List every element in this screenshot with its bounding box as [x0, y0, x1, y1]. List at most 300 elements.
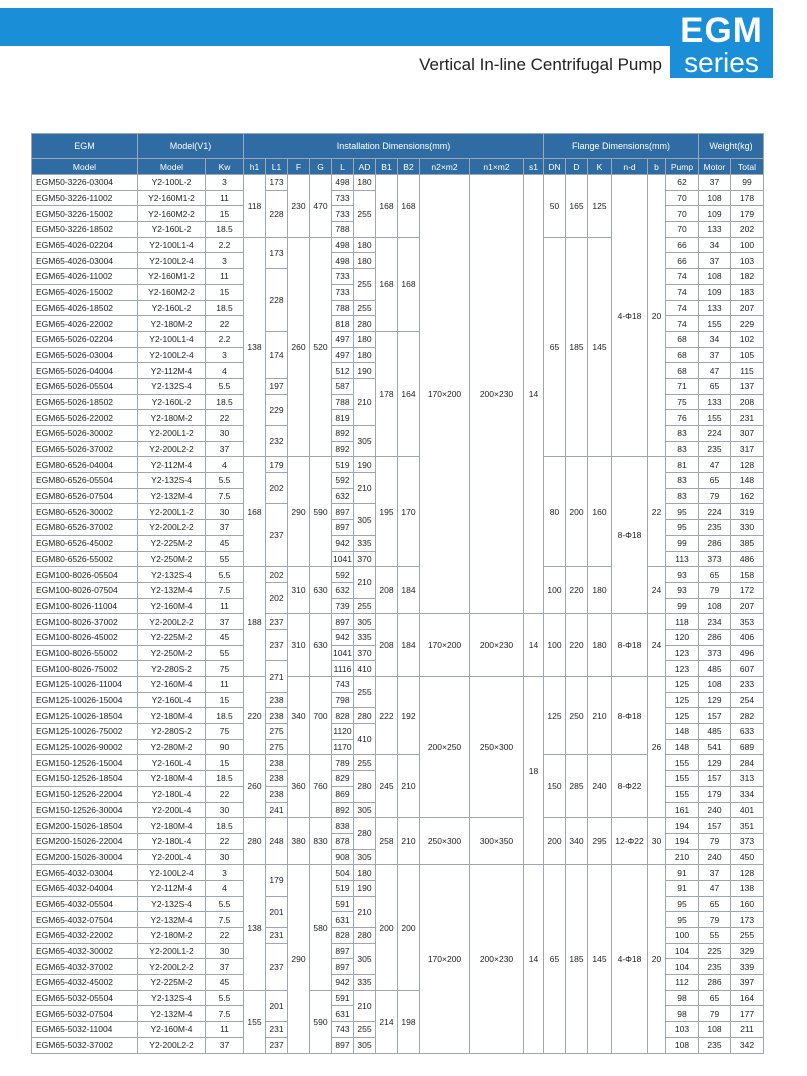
cell-motor-model: Y2-180L-4 — [138, 786, 206, 802]
cell-motor-model: Y2-200L2-2 — [138, 959, 206, 975]
cell-b1: 178 — [376, 331, 398, 457]
cell-motor-weight: 157 — [699, 818, 731, 834]
cell-total-weight: 160 — [731, 896, 764, 912]
cell-motor-weight: 65 — [699, 567, 731, 583]
cell-kw: 5.5 — [206, 567, 244, 583]
cell-nd: 12-Φ22 — [612, 818, 648, 865]
cell-l: 1041 — [332, 551, 354, 567]
cell-motor-model: Y2-160L-2 — [138, 222, 206, 238]
cell-motor-model: Y2-160M-4 — [138, 1022, 206, 1038]
cell-kw: 5.5 — [206, 473, 244, 489]
cell-kw: 3 — [206, 347, 244, 363]
cell-b2: 184 — [398, 567, 420, 614]
cell-motor-weight: 373 — [699, 645, 731, 661]
cell-model: EGM125-10026-18504 — [32, 708, 138, 724]
cell-s1: 14 — [524, 614, 544, 677]
cell-motor-weight: 108 — [699, 1022, 731, 1038]
cell-k: 125 — [588, 175, 612, 238]
header-band — [0, 8, 670, 46]
cell-motor-model: Y2-100L2-4 — [138, 347, 206, 363]
cell-total-weight: 450 — [731, 849, 764, 865]
cell-l1: 228 — [266, 190, 288, 237]
cell-motor-weight: 47 — [699, 363, 731, 379]
cell-total-weight: 342 — [731, 1037, 764, 1053]
cell-l: 828 — [332, 708, 354, 724]
cell-kw: 45 — [206, 629, 244, 645]
cell-g: 470 — [310, 175, 332, 238]
cell-f: 260 — [288, 237, 310, 457]
cell-total-weight: 128 — [731, 457, 764, 473]
cell-motor-model: Y2-132S-4 — [138, 990, 206, 1006]
table-row — [32, 818, 764, 834]
cell-l1: 237 — [266, 1037, 288, 1053]
cell-motor-model: Y2-112M-4 — [138, 363, 206, 379]
table-row — [32, 175, 764, 191]
cell-motor-model: Y2-200L-4 — [138, 802, 206, 818]
cell-pump-weight: 83 — [666, 441, 699, 457]
cell-b1: 208 — [376, 567, 398, 614]
cell-pump-weight: 81 — [666, 457, 699, 473]
cell-model: EGM65-4032-07504 — [32, 912, 138, 928]
cell-model: EGM80-6526-07504 — [32, 488, 138, 504]
cell-kw: 22 — [206, 833, 244, 849]
cell-pump-weight: 91 — [666, 865, 699, 881]
cell-total-weight: 177 — [731, 1006, 764, 1022]
cell-l: 789 — [332, 755, 354, 771]
cell-kw: 18.5 — [206, 818, 244, 834]
cell-ad: 305 — [354, 504, 376, 535]
cell-l1: 237 — [266, 504, 288, 567]
cell-l1: 275 — [266, 739, 288, 755]
cell-kw: 22 — [206, 786, 244, 802]
cell-motor-model: Y2-132M-4 — [138, 488, 206, 504]
cell-l1: 237 — [266, 614, 288, 630]
cell-l1: 202 — [266, 473, 288, 504]
column-header-f: F — [288, 159, 310, 175]
cell-total-weight: 284 — [731, 755, 764, 771]
cell-total-weight: 207 — [731, 598, 764, 614]
cell-model: EGM150-12526-15004 — [32, 755, 138, 771]
cell-model: EGM100-8026-55002 — [32, 645, 138, 661]
cell-pump-weight: 99 — [666, 535, 699, 551]
cell-motor-weight: 47 — [699, 880, 731, 896]
cell-kw: 18.5 — [206, 771, 244, 787]
cell-model: EGM65-5026-22002 — [32, 410, 138, 426]
cell-kw: 11 — [206, 1022, 244, 1038]
cell-ad: 210 — [354, 473, 376, 504]
cell-l: 829 — [332, 771, 354, 787]
cell-l: 632 — [332, 582, 354, 598]
cell-motor-weight: 108 — [699, 677, 731, 693]
table-row — [32, 677, 764, 693]
cell-total-weight: 100 — [731, 237, 764, 253]
cell-l1: 238 — [266, 755, 288, 771]
cell-motor-model: Y2-100L1-4 — [138, 331, 206, 347]
cell-d: 200 — [566, 457, 588, 567]
cell-l: 519 — [332, 457, 354, 473]
cell-total-weight: 330 — [731, 520, 764, 536]
cell-pump-weight: 76 — [666, 410, 699, 426]
cell-l1: 241 — [266, 802, 288, 818]
cell-b: 26 — [648, 677, 666, 818]
cell-ad: 190 — [354, 880, 376, 896]
cell-g: 590 — [310, 457, 332, 567]
cell-kw: 3 — [206, 253, 244, 269]
cell-ad: 255 — [354, 269, 376, 300]
column-header-nd: n-d — [612, 159, 648, 175]
cell-kw: 18.5 — [206, 222, 244, 238]
cell-b: 20 — [648, 175, 666, 457]
cell-model: EGM50-3226-03004 — [32, 175, 138, 191]
cell-l: 838 — [332, 818, 354, 834]
cell-pump-weight: 100 — [666, 928, 699, 944]
cell-total-weight: 105 — [731, 347, 764, 363]
column-header-model: Model — [32, 159, 138, 175]
cell-pump-weight: 125 — [666, 692, 699, 708]
cell-l: 631 — [332, 912, 354, 928]
cell-motor-model: Y2-250M-2 — [138, 551, 206, 567]
cell-h1: 138 — [244, 237, 266, 457]
cell-model: EGM65-4032-45002 — [32, 975, 138, 991]
cell-l: 819 — [332, 410, 354, 426]
cell-model: EGM50-3226-18502 — [32, 222, 138, 238]
cell-motor-weight: 541 — [699, 739, 731, 755]
cell-pump-weight: 113 — [666, 551, 699, 567]
cell-model: EGM65-4032-04004 — [32, 880, 138, 896]
cell-kw: 90 — [206, 739, 244, 755]
cell-pump-weight: 95 — [666, 912, 699, 928]
cell-motor-model: Y2-100L2-4 — [138, 865, 206, 881]
cell-motor-model: Y2-225M-2 — [138, 629, 206, 645]
cell-kw: 75 — [206, 724, 244, 740]
cell-motor-weight: 286 — [699, 535, 731, 551]
cell-total-weight: 689 — [731, 739, 764, 755]
cell-model: EGM65-4032-05504 — [32, 896, 138, 912]
cell-l1: 179 — [266, 457, 288, 473]
cell-g: 830 — [310, 818, 332, 865]
cell-kw: 22 — [206, 928, 244, 944]
column-header-k: K — [588, 159, 612, 175]
cell-motor-model: Y2-280M-2 — [138, 739, 206, 755]
cell-model: EGM65-5026-18502 — [32, 394, 138, 410]
cell-kw: 5.5 — [206, 896, 244, 912]
cell-l1: 271 — [266, 661, 288, 692]
column-header-n2m2: n2×m2 — [420, 159, 470, 175]
cell-pump-weight: 155 — [666, 755, 699, 771]
cell-kw: 4 — [206, 363, 244, 379]
cell-l: 942 — [332, 629, 354, 645]
cell-b1: 258 — [376, 818, 398, 865]
cell-b1: 200 — [376, 865, 398, 991]
cell-motor-weight: 129 — [699, 755, 731, 771]
cell-nd: 4-Φ18 — [612, 175, 648, 457]
cell-ad: 280 — [354, 316, 376, 332]
cell-ad: 180 — [354, 865, 376, 881]
cell-pump-weight: 70 — [666, 206, 699, 222]
cell-b1: 245 — [376, 755, 398, 818]
cell-l: 512 — [332, 363, 354, 379]
cell-l1: 237 — [266, 943, 288, 990]
cell-ad: 305 — [354, 943, 376, 974]
cell-l: 591 — [332, 990, 354, 1006]
cell-l: 497 — [332, 331, 354, 347]
cell-h1: 280 — [244, 818, 266, 865]
cell-ad: 255 — [354, 598, 376, 614]
table-row — [32, 567, 764, 583]
cell-f: 230 — [288, 175, 310, 238]
cell-motor-weight: 240 — [699, 802, 731, 818]
cell-model: EGM125-10026-11004 — [32, 677, 138, 693]
cell-motor-weight: 79 — [699, 582, 731, 598]
cell-kw: 30 — [206, 802, 244, 818]
cell-l1: 179 — [266, 865, 288, 896]
cell-pump-weight: 99 — [666, 598, 699, 614]
cell-l: 733 — [332, 190, 354, 206]
cell-ad: 180 — [354, 253, 376, 269]
cell-pump-weight: 83 — [666, 473, 699, 489]
cell-b2: 184 — [398, 614, 420, 677]
cell-l1: 173 — [266, 175, 288, 191]
cell-pump-weight: 103 — [666, 1022, 699, 1038]
cell-s1: 14 — [524, 865, 544, 1053]
cell-motor-model: Y2-200L1-2 — [138, 943, 206, 959]
cell-s1: 18 — [524, 677, 544, 865]
cell-motor-model: Y2-160L-2 — [138, 300, 206, 316]
cell-ad: 190 — [354, 457, 376, 473]
cell-motor-model: Y2-132M-4 — [138, 1006, 206, 1022]
cell-motor-weight: 373 — [699, 551, 731, 567]
cell-kw: 11 — [206, 677, 244, 693]
cell-model: EGM65-4026-18502 — [32, 300, 138, 316]
cell-b1: 168 — [376, 237, 398, 331]
cell-kw: 7.5 — [206, 912, 244, 928]
cell-l: 897 — [332, 1037, 354, 1053]
cell-kw: 15 — [206, 755, 244, 771]
cell-kw: 55 — [206, 645, 244, 661]
cell-l1: 231 — [266, 1022, 288, 1038]
column-header-total-weight: Total — [731, 159, 764, 175]
cell-motor-model: Y2-225M-2 — [138, 975, 206, 991]
cell-ad: 180 — [354, 237, 376, 253]
cell-ad: 280 — [354, 818, 376, 849]
cell-l: 897 — [332, 520, 354, 536]
cell-total-weight: 102 — [731, 331, 764, 347]
cell-l: 897 — [332, 504, 354, 520]
cell-l: 519 — [332, 880, 354, 896]
cell-model: EGM200-15026-18504 — [32, 818, 138, 834]
cell-pump-weight: 98 — [666, 1006, 699, 1022]
cell-n1m2: 300×350 — [470, 818, 524, 865]
cell-kw: 75 — [206, 661, 244, 677]
cell-l: 942 — [332, 535, 354, 551]
cell-g: 580 — [310, 865, 332, 991]
cell-kw: 22 — [206, 316, 244, 332]
cell-motor-model: Y2-100L-2 — [138, 175, 206, 191]
cell-model: EGM65-4026-11002 — [32, 269, 138, 285]
cell-motor-weight: 155 — [699, 410, 731, 426]
cell-motor-weight: 37 — [699, 175, 731, 191]
cell-pump-weight: 104 — [666, 943, 699, 959]
weight-header: Weight(kg) — [699, 134, 764, 159]
cell-pump-weight: 155 — [666, 771, 699, 787]
cell-motor-model: Y2-100L1-4 — [138, 237, 206, 253]
cell-model: EGM65-5032-37002 — [32, 1037, 138, 1053]
cell-f: 310 — [288, 567, 310, 614]
cell-model: EGM80-6526-30002 — [32, 504, 138, 520]
cell-k: 295 — [588, 818, 612, 865]
cell-motor-weight: 485 — [699, 661, 731, 677]
cell-pump-weight: 123 — [666, 645, 699, 661]
cell-f: 290 — [288, 457, 310, 567]
cell-ad: 180 — [354, 347, 376, 363]
cell-motor-weight: 65 — [699, 896, 731, 912]
cell-model: EGM150-12526-30004 — [32, 802, 138, 818]
cell-g: 630 — [310, 567, 332, 614]
cell-dn: 125 — [544, 677, 566, 755]
cell-motor-weight: 155 — [699, 316, 731, 332]
cell-model: EGM65-5026-03004 — [32, 347, 138, 363]
cell-kw: 37 — [206, 520, 244, 536]
cell-pump-weight: 74 — [666, 269, 699, 285]
cell-kw: 18.5 — [206, 394, 244, 410]
cell-kw: 7.5 — [206, 488, 244, 504]
cell-motor-weight: 133 — [699, 394, 731, 410]
cell-motor-weight: 55 — [699, 928, 731, 944]
cell-pump-weight: 194 — [666, 818, 699, 834]
cell-ad: 410 — [354, 661, 376, 677]
cell-kw: 22 — [206, 410, 244, 426]
cell-total-weight: 401 — [731, 802, 764, 818]
column-header-s1: s1 — [524, 159, 544, 175]
cell-pump-weight: 71 — [666, 378, 699, 394]
column-header-h1: h1 — [244, 159, 266, 175]
cell-total-weight: 233 — [731, 677, 764, 693]
cell-motor-weight: 133 — [699, 222, 731, 238]
cell-b: 30 — [648, 818, 666, 865]
cell-l: 632 — [332, 488, 354, 504]
cell-k: 160 — [588, 457, 612, 567]
table-row — [32, 457, 764, 473]
cell-l: 818 — [332, 316, 354, 332]
cell-total-weight: 229 — [731, 316, 764, 332]
cell-total-weight: 397 — [731, 975, 764, 991]
cell-dn: 65 — [544, 237, 566, 457]
cell-f: 290 — [288, 865, 310, 1053]
cell-n2m2: 250×300 — [420, 818, 470, 865]
cell-total-weight: 99 — [731, 175, 764, 191]
series-badge — [670, 8, 773, 78]
cell-motor-model: Y2-180M-4 — [138, 771, 206, 787]
cell-motor-weight: 225 — [699, 943, 731, 959]
cell-l1: 232 — [266, 426, 288, 457]
cell-b: 24 — [648, 567, 666, 614]
cell-b1: 168 — [376, 175, 398, 238]
cell-l: 897 — [332, 959, 354, 975]
cell-l: 798 — [332, 692, 354, 708]
cell-motor-weight: 485 — [699, 724, 731, 740]
cell-ad: 210 — [354, 378, 376, 425]
column-header-motor-weight: Motor — [699, 159, 731, 175]
cell-motor-weight: 108 — [699, 190, 731, 206]
cell-model: EGM100-8026-05504 — [32, 567, 138, 583]
cell-total-weight: 406 — [731, 629, 764, 645]
cell-model: EGM100-8026-11004 — [32, 598, 138, 614]
cell-k: 180 — [588, 614, 612, 677]
cell-h1: 138 — [244, 865, 266, 991]
cell-dn: 100 — [544, 567, 566, 614]
cell-model: EGM65-4026-02204 — [32, 237, 138, 253]
cell-f: 360 — [288, 755, 310, 818]
cell-g: 520 — [310, 237, 332, 457]
cell-motor-model: Y2-280S-2 — [138, 724, 206, 740]
cell-motor-model: Y2-160M-4 — [138, 598, 206, 614]
cell-motor-model: Y2-180M-2 — [138, 410, 206, 426]
cell-kw: 15 — [206, 692, 244, 708]
cell-model: EGM65-4032-30002 — [32, 943, 138, 959]
cell-pump-weight: 91 — [666, 880, 699, 896]
cell-dn: 50 — [544, 175, 566, 238]
cell-motor-model: Y2-160L-4 — [138, 755, 206, 771]
cell-b2: 164 — [398, 331, 420, 457]
cell-pump-weight: 108 — [666, 1037, 699, 1053]
cell-f: 310 — [288, 614, 310, 677]
cell-kw: 3 — [206, 865, 244, 881]
cell-pump-weight: 95 — [666, 896, 699, 912]
cell-ad: 280 — [354, 771, 376, 802]
cell-kw: 18.5 — [206, 708, 244, 724]
column-header-pump-weight: Pump — [666, 159, 699, 175]
column-header-l: L — [332, 159, 354, 175]
cell-l: 743 — [332, 677, 354, 693]
cell-b2: 192 — [398, 677, 420, 755]
column-header-l1: L1 — [266, 159, 288, 175]
cell-model: EGM125-10026-75002 — [32, 724, 138, 740]
cell-pump-weight: 95 — [666, 520, 699, 536]
table-row — [32, 865, 764, 881]
cell-kw: 30 — [206, 426, 244, 442]
cell-model: EGM65-5032-11004 — [32, 1022, 138, 1038]
cell-model: EGM65-4032-03004 — [32, 865, 138, 881]
cell-kw: 15 — [206, 284, 244, 300]
column-header-g: G — [310, 159, 332, 175]
cell-kw: 2.2 — [206, 237, 244, 253]
cell-l: 592 — [332, 567, 354, 583]
cell-motor-model: Y2-160L-4 — [138, 692, 206, 708]
cell-n2m2: 170×200 — [420, 865, 470, 1053]
cell-ad: 255 — [354, 1022, 376, 1038]
cell-ad: 210 — [354, 990, 376, 1021]
cell-l1: 202 — [266, 582, 288, 613]
cell-b1: 214 — [376, 990, 398, 1053]
cell-model: EGM100-8026-37002 — [32, 614, 138, 630]
cell-d: 250 — [566, 677, 588, 755]
cell-motor-model: Y2-180L-4 — [138, 833, 206, 849]
cell-l: 498 — [332, 237, 354, 253]
cell-h1: 260 — [244, 755, 266, 818]
cell-l: 591 — [332, 896, 354, 912]
cell-nd: 8-Φ18 — [612, 457, 648, 614]
cell-total-weight: 158 — [731, 567, 764, 583]
cell-l1: 173 — [266, 237, 288, 268]
cell-pump-weight: 74 — [666, 300, 699, 316]
cell-motor-weight: 109 — [699, 206, 731, 222]
cell-l: 1170 — [332, 739, 354, 755]
cell-d: 220 — [566, 567, 588, 614]
cell-model: EGM65-5026-37002 — [32, 441, 138, 457]
cell-motor-weight: 108 — [699, 269, 731, 285]
cell-motor-weight: 37 — [699, 865, 731, 881]
cell-ad: 335 — [354, 975, 376, 991]
